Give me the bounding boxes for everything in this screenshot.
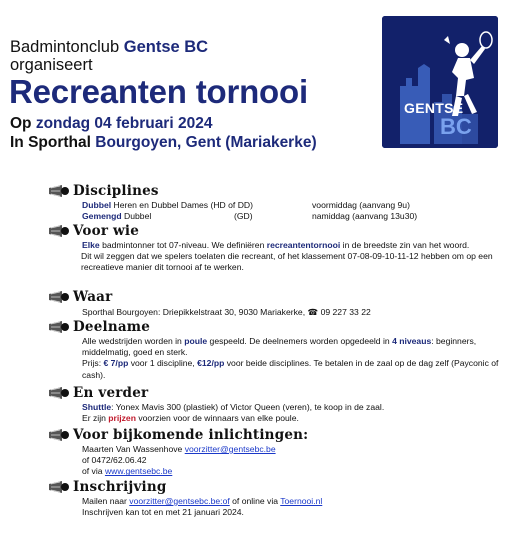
keyword: € 7/pp — [103, 358, 129, 369]
venue-prefix: In Sporthal — [10, 134, 96, 151]
text: of online via — [229, 496, 281, 506]
keyword: prijzen — [108, 413, 136, 424]
club-line — [10, 38, 208, 57]
paragraph: of 0472/62.06.42 — [82, 455, 147, 466]
keyword: 4 niveaus — [392, 336, 432, 346]
keyword: poule — [184, 336, 208, 346]
event-date: zondag 04 februari 2024 — [35, 115, 213, 132]
phone-number: 09 227 33 22 — [320, 307, 371, 317]
text: voor 1 discipline, — [128, 358, 198, 369]
paragraph — [82, 402, 512, 413]
keyword: Dubbel — [82, 200, 112, 210]
section-title: Voor wie — [73, 223, 139, 239]
text: Maarten Van Wassenhove — [82, 444, 185, 454]
registration-email-link[interactable]: voorzitter@gentsebc.be:of — [129, 496, 230, 506]
section-deelname — [48, 318, 512, 381]
section-header — [48, 318, 512, 336]
section-body — [82, 307, 512, 318]
section-header — [48, 182, 512, 200]
text: voorzien voor de winnaars van elke poule. — [135, 413, 299, 424]
section-waar — [48, 288, 512, 318]
text: : beginners, middelmatig, goed en sterk. — [82, 336, 477, 358]
text: in de breedste zin van het woord. — [340, 240, 470, 250]
venue-name: Bourgoyen, Gent — [95, 134, 221, 151]
section-header — [48, 222, 512, 240]
venue-line — [10, 133, 317, 152]
code-text: (GD) — [234, 211, 253, 222]
section-body — [82, 336, 512, 381]
address-text: Sporthal Bourgoyen: Driepikkelstraat 30, 9030 Mariakerke, — [82, 307, 308, 317]
paragraph: Inschrijven kan tot en met 21 januari 2024. — [82, 507, 244, 518]
section-header — [48, 426, 512, 444]
section-header — [48, 384, 512, 402]
section-disciplines — [48, 182, 512, 222]
text: Dubbel — [121, 211, 152, 222]
section-voor-wie — [48, 222, 512, 274]
text: : Yonex Mavis 300 (plastiek) of Victor Queen (veren), te koop in de zaal. — [111, 402, 385, 412]
text: badmintonner tot 07-niveau. We definiëren — [99, 240, 267, 250]
section-inlichtingen — [48, 426, 512, 478]
date-line — [10, 114, 212, 133]
section-body — [82, 444, 512, 478]
page-title: Recreanten tornooi — [9, 73, 308, 110]
paragraph — [82, 240, 512, 251]
shuttlecock-icon — [48, 480, 70, 494]
shuttlecock-icon — [48, 184, 70, 198]
venue-suffix: (Mariakerke) — [220, 134, 317, 151]
text: Heren en Dubbel Dames (HD of DD) — [111, 200, 253, 210]
time-text: voormiddag (aanvang 9u) — [312, 200, 410, 210]
section-title: Deelname — [73, 319, 151, 335]
shuttlecock-icon — [48, 320, 70, 334]
section-body — [82, 200, 512, 222]
text: Prijs: — [82, 358, 104, 369]
contact-email-link[interactable]: voorzitter@gentsebc.be — [184, 444, 276, 454]
section-en-verder — [48, 384, 512, 424]
club-logo — [382, 16, 498, 148]
text: voor beide disciplines. Te betalen in de zaal op de dag zelf (Payconic of cash). — [82, 358, 499, 380]
shuttlecock-icon — [48, 224, 70, 238]
section-title: Voor bijkomende inlichtingen: — [73, 427, 309, 443]
organizes-line: organiseert — [10, 56, 93, 74]
section-body — [82, 496, 512, 518]
paragraph — [82, 496, 512, 507]
section-inschrijving — [48, 478, 512, 518]
keyword: €12/pp — [197, 358, 225, 369]
text: Mailen naar — [82, 496, 130, 506]
toernooi-link[interactable]: Toernooi.nl — [280, 496, 323, 506]
club-name: Gentse BC — [123, 38, 209, 56]
website-link[interactable]: www.gentsebc.be — [104, 466, 173, 477]
text: Er zijn — [82, 413, 109, 424]
time-text: namiddag (aanvang 13u30) — [312, 211, 418, 222]
club-prefix: Badmintonclub — [10, 38, 124, 56]
shuttlecock-icon — [48, 290, 70, 304]
keyword: Shuttle — [82, 402, 112, 412]
paragraph — [82, 444, 512, 455]
section-header — [48, 478, 512, 496]
logo-text: GENTSE — [404, 100, 464, 116]
text: Alle wedstrijden worden in — [82, 336, 185, 346]
phone-icon: ☎ — [307, 307, 319, 317]
logo-sub: BC — [440, 114, 472, 139]
paragraph: Dit wil zeggen dat we spelers toelaten die recreant, of het klassement 07-08-09-10-11-12 hebben om op een recreatieve manier dit tornooi af te werken. — [81, 251, 493, 273]
text: gespeeld. De deelnemers worden opgedeeld in — [207, 336, 393, 346]
keyword: recreantentornooi — [266, 240, 341, 250]
paragraph — [82, 466, 512, 477]
section-title: Waar — [73, 289, 113, 305]
section-title: En verder — [73, 385, 149, 401]
keyword: Elke — [82, 240, 100, 250]
paragraph — [82, 336, 512, 358]
paragraph — [82, 413, 512, 424]
text: of via — [82, 466, 105, 477]
date-prefix: Op — [10, 115, 36, 132]
keyword: Gemengd — [82, 211, 122, 222]
paragraph — [82, 358, 512, 380]
section-body — [82, 240, 512, 274]
section-title: Inschrijving — [73, 479, 167, 495]
section-body — [82, 402, 512, 424]
section-title: Disciplines — [73, 183, 159, 199]
shuttlecock-icon — [48, 386, 70, 400]
discipline-row — [82, 200, 512, 211]
shuttlecock-icon — [48, 428, 70, 442]
discipline-row — [82, 211, 512, 222]
section-header — [48, 288, 512, 306]
